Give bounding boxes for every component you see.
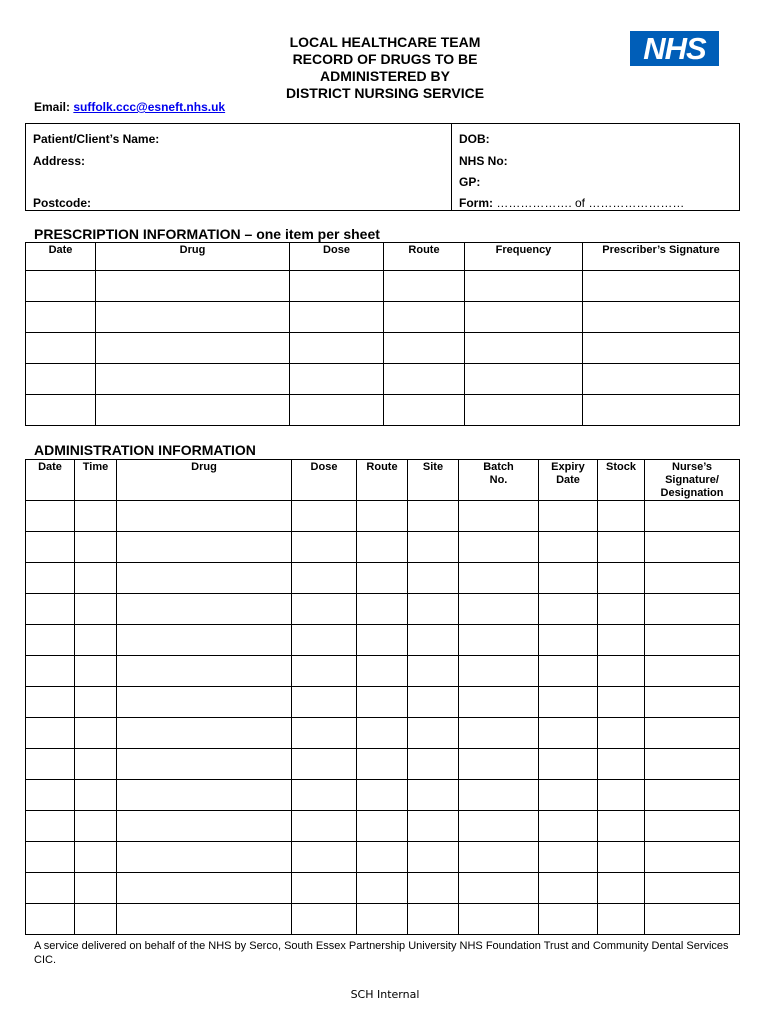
- table-cell[interactable]: [459, 718, 539, 749]
- prescription-row: [26, 364, 740, 395]
- table-cell[interactable]: [645, 718, 740, 749]
- table-cell[interactable]: [465, 364, 583, 395]
- title-line-1: LOCAL HEALTHCARE TEAM: [289, 34, 481, 50]
- table-cell[interactable]: [598, 563, 645, 594]
- table-cell[interactable]: [292, 656, 357, 687]
- table-cell[interactable]: [408, 687, 459, 718]
- table-cell[interactable]: [117, 873, 292, 904]
- administration-row: [26, 904, 740, 935]
- col-admin-date: Date: [26, 460, 75, 501]
- table-cell[interactable]: [598, 656, 645, 687]
- col-date: Date: [26, 243, 96, 271]
- footer-note: A service delivered on behalf of the NHS by Serco, South Essex Partnership University NHS Foundation Trust and Community Dental Services CIC.: [34, 940, 729, 966]
- table-cell[interactable]: [598, 873, 645, 904]
- table-cell[interactable]: [459, 842, 539, 873]
- table-cell[interactable]: [598, 811, 645, 842]
- table-cell[interactable]: [465, 271, 583, 302]
- table-cell[interactable]: [26, 842, 75, 873]
- table-cell[interactable]: [539, 532, 598, 563]
- col-frequency: Frequency: [465, 243, 583, 271]
- table-cell[interactable]: [75, 687, 117, 718]
- table-cell[interactable]: [75, 749, 117, 780]
- patient-right-cell[interactable]: [452, 124, 740, 211]
- table-cell[interactable]: [598, 842, 645, 873]
- address-label: Address:: [33, 154, 86, 168]
- patient-details-table: [25, 123, 740, 211]
- table-cell[interactable]: [583, 271, 740, 302]
- table-cell[interactable]: [292, 718, 357, 749]
- table-cell[interactable]: [75, 656, 117, 687]
- administration-row: [26, 749, 740, 780]
- table-cell[interactable]: [465, 302, 583, 333]
- table-cell[interactable]: [357, 811, 408, 842]
- table-cell[interactable]: [357, 532, 408, 563]
- title-line-3: ADMINISTERED BY: [320, 68, 450, 84]
- table-cell[interactable]: [598, 594, 645, 625]
- table-cell[interactable]: [26, 302, 96, 333]
- table-cell[interactable]: [357, 501, 408, 532]
- postcode-label: Postcode:: [33, 196, 92, 210]
- table-cell[interactable]: [26, 271, 96, 302]
- patient-left-cell[interactable]: [26, 124, 452, 211]
- table-cell[interactable]: [292, 811, 357, 842]
- table-cell[interactable]: [357, 873, 408, 904]
- administration-row: [26, 780, 740, 811]
- email-line: [34, 100, 225, 114]
- administration-row: [26, 687, 740, 718]
- table-cell[interactable]: [292, 780, 357, 811]
- table-cell[interactable]: [117, 501, 292, 532]
- table-cell[interactable]: [408, 532, 459, 563]
- table-cell[interactable]: [459, 873, 539, 904]
- table-cell[interactable]: [117, 904, 292, 935]
- table-cell[interactable]: [459, 563, 539, 594]
- table-cell[interactable]: [598, 625, 645, 656]
- administration-row: [26, 625, 740, 656]
- table-cell[interactable]: [26, 687, 75, 718]
- table-cell[interactable]: [583, 333, 740, 364]
- administration-row: [26, 842, 740, 873]
- table-cell[interactable]: [598, 749, 645, 780]
- table-cell[interactable]: [408, 780, 459, 811]
- table-cell[interactable]: [292, 625, 357, 656]
- table-cell[interactable]: [645, 594, 740, 625]
- table-cell[interactable]: [539, 811, 598, 842]
- table-cell[interactable]: [290, 364, 384, 395]
- col-admin-dose: Dose: [292, 460, 357, 501]
- table-cell[interactable]: [26, 532, 75, 563]
- table-cell[interactable]: [459, 532, 539, 563]
- table-cell[interactable]: [645, 749, 740, 780]
- table-cell[interactable]: [539, 687, 598, 718]
- table-cell[interactable]: [117, 625, 292, 656]
- table-cell[interactable]: [96, 333, 290, 364]
- table-cell[interactable]: [459, 501, 539, 532]
- form-label: Form:: [459, 196, 493, 210]
- table-cell[interactable]: [645, 563, 740, 594]
- table-cell[interactable]: [26, 873, 75, 904]
- table-cell[interactable]: [357, 563, 408, 594]
- table-cell[interactable]: [539, 625, 598, 656]
- table-cell[interactable]: [292, 532, 357, 563]
- table-cell[interactable]: [290, 271, 384, 302]
- table-cell[interactable]: [26, 625, 75, 656]
- table-cell[interactable]: [539, 656, 598, 687]
- table-cell[interactable]: [459, 904, 539, 935]
- table-cell[interactable]: [75, 594, 117, 625]
- table-cell[interactable]: [539, 718, 598, 749]
- prescription-row: [26, 395, 740, 426]
- classification-label: SCH Internal: [350, 988, 420, 1001]
- table-cell[interactable]: [645, 532, 740, 563]
- table-cell[interactable]: [465, 333, 583, 364]
- table-cell[interactable]: [539, 873, 598, 904]
- table-cell[interactable]: [598, 687, 645, 718]
- col-admin-drug: Drug: [117, 460, 292, 501]
- col-prescriber-signature: Prescriber’s Signature: [583, 243, 740, 271]
- title-line-4: DISTRICT NURSING SERVICE: [285, 85, 485, 101]
- col-admin-time: Time: [75, 460, 117, 501]
- table-cell[interactable]: [539, 594, 598, 625]
- table-cell[interactable]: [645, 687, 740, 718]
- table-cell[interactable]: [292, 842, 357, 873]
- table-cell[interactable]: [583, 302, 740, 333]
- table-cell[interactable]: [96, 395, 290, 426]
- table-cell[interactable]: [75, 811, 117, 842]
- table-cell[interactable]: [408, 811, 459, 842]
- table-cell[interactable]: [408, 563, 459, 594]
- prescription-heading: PRESCRIPTION INFORMATION – one item per sheet: [34, 226, 380, 242]
- table-cell[interactable]: [357, 687, 408, 718]
- table-cell[interactable]: [117, 811, 292, 842]
- table-cell[interactable]: [645, 656, 740, 687]
- table-cell[interactable]: [384, 364, 465, 395]
- col-admin-stock: Stock: [598, 460, 645, 501]
- table-cell[interactable]: [357, 842, 408, 873]
- table-cell[interactable]: [408, 842, 459, 873]
- table-cell[interactable]: [75, 842, 117, 873]
- table-cell[interactable]: [357, 749, 408, 780]
- nhs-number-label: NHS No:: [459, 154, 508, 168]
- table-cell[interactable]: [26, 656, 75, 687]
- table-cell[interactable]: [117, 594, 292, 625]
- table-cell[interactable]: [117, 532, 292, 563]
- table-cell[interactable]: [290, 395, 384, 426]
- administration-table: [25, 459, 740, 935]
- table-cell[interactable]: [292, 687, 357, 718]
- table-cell[interactable]: [292, 904, 357, 935]
- table-cell[interactable]: [645, 780, 740, 811]
- table-cell[interactable]: [117, 687, 292, 718]
- table-cell[interactable]: [459, 687, 539, 718]
- table-cell[interactable]: [459, 780, 539, 811]
- administration-row: [26, 563, 740, 594]
- table-cell[interactable]: [357, 594, 408, 625]
- form-value: ………………. of ……………………: [496, 196, 685, 210]
- col-route: Route: [384, 243, 465, 271]
- table-cell[interactable]: [292, 873, 357, 904]
- table-cell[interactable]: [598, 532, 645, 563]
- table-cell[interactable]: [408, 904, 459, 935]
- table-cell[interactable]: [357, 904, 408, 935]
- table-cell[interactable]: [408, 873, 459, 904]
- table-cell[interactable]: [26, 780, 75, 811]
- table-cell[interactable]: [75, 501, 117, 532]
- administration-row: [26, 873, 740, 904]
- table-cell[interactable]: [117, 563, 292, 594]
- table-cell[interactable]: [645, 873, 740, 904]
- table-cell[interactable]: [384, 395, 465, 426]
- table-cell[interactable]: [408, 625, 459, 656]
- patient-name-label: Patient/Client’s Name:: [33, 132, 160, 146]
- table-cell[interactable]: [26, 594, 75, 625]
- col-admin-route: Route: [357, 460, 408, 501]
- table-cell[interactable]: [408, 501, 459, 532]
- table-cell[interactable]: [384, 333, 465, 364]
- administration-row: [26, 532, 740, 563]
- table-cell[interactable]: [408, 718, 459, 749]
- table-cell[interactable]: [583, 364, 740, 395]
- table-cell[interactable]: [26, 395, 96, 426]
- table-cell[interactable]: [539, 501, 598, 532]
- administration-header-row: [26, 460, 740, 501]
- table-cell[interactable]: [75, 718, 117, 749]
- table-cell[interactable]: [645, 625, 740, 656]
- table-cell[interactable]: [539, 842, 598, 873]
- table-cell[interactable]: [357, 780, 408, 811]
- table-cell[interactable]: [645, 842, 740, 873]
- table-cell[interactable]: [539, 563, 598, 594]
- col-admin-site: Site: [408, 460, 459, 501]
- table-cell[interactable]: [459, 811, 539, 842]
- email-label: Email:: [34, 100, 71, 114]
- table-cell[interactable]: [645, 811, 740, 842]
- gp-label: GP:: [459, 175, 481, 189]
- table-cell[interactable]: [117, 718, 292, 749]
- table-cell[interactable]: [117, 656, 292, 687]
- table-cell[interactable]: [384, 271, 465, 302]
- administration-row: [26, 811, 740, 842]
- table-cell[interactable]: [598, 718, 645, 749]
- col-drug: Drug: [96, 243, 290, 271]
- table-cell[interactable]: [408, 656, 459, 687]
- prescription-header-row: [26, 243, 740, 271]
- table-cell[interactable]: [408, 594, 459, 625]
- table-cell[interactable]: [459, 594, 539, 625]
- table-cell[interactable]: [26, 501, 75, 532]
- table-cell[interactable]: [96, 302, 290, 333]
- table-cell[interactable]: [598, 904, 645, 935]
- table-cell[interactable]: [292, 749, 357, 780]
- form-line: [459, 196, 684, 210]
- table-cell[interactable]: [117, 780, 292, 811]
- table-cell[interactable]: [26, 718, 75, 749]
- table-cell[interactable]: [583, 395, 740, 426]
- col-dose: Dose: [290, 243, 384, 271]
- administration-row: [26, 594, 740, 625]
- nhs-logo: NHS: [630, 31, 719, 66]
- table-cell[interactable]: [598, 780, 645, 811]
- table-cell[interactable]: [357, 718, 408, 749]
- table-cell[interactable]: [539, 780, 598, 811]
- dob-label: DOB:: [459, 132, 490, 146]
- table-cell[interactable]: [26, 364, 96, 395]
- table-cell[interactable]: [26, 811, 75, 842]
- table-cell[interactable]: [459, 625, 539, 656]
- table-cell[interactable]: [645, 501, 740, 532]
- table-cell[interactable]: [357, 625, 408, 656]
- email-link[interactable]: suffolk.ccc@esneft.nhs.uk: [73, 100, 226, 114]
- table-cell[interactable]: [292, 501, 357, 532]
- prescription-table: [25, 242, 740, 426]
- table-cell[interactable]: [75, 904, 117, 935]
- prescription-row: [26, 302, 740, 333]
- title-line-2: RECORD OF DRUGS TO BE: [292, 51, 478, 67]
- table-cell[interactable]: [539, 749, 598, 780]
- table-cell[interactable]: [459, 749, 539, 780]
- col-admin-expiry: Expiry Date: [539, 460, 598, 501]
- prescription-row: [26, 271, 740, 302]
- table-cell[interactable]: [96, 271, 290, 302]
- table-cell[interactable]: [408, 749, 459, 780]
- table-cell[interactable]: [96, 364, 290, 395]
- table-cell[interactable]: [290, 302, 384, 333]
- table-cell[interactable]: [75, 532, 117, 563]
- table-cell[interactable]: [290, 333, 384, 364]
- table-cell[interactable]: [598, 501, 645, 532]
- administration-heading: ADMINISTRATION INFORMATION: [34, 442, 256, 458]
- table-cell[interactable]: [117, 749, 292, 780]
- table-cell[interactable]: [117, 842, 292, 873]
- prescription-row: [26, 333, 740, 364]
- table-cell[interactable]: [292, 563, 357, 594]
- table-cell[interactable]: [539, 904, 598, 935]
- table-cell[interactable]: [26, 749, 75, 780]
- administration-row: [26, 718, 740, 749]
- table-cell[interactable]: [75, 873, 117, 904]
- table-cell[interactable]: [75, 563, 117, 594]
- table-cell[interactable]: [75, 780, 117, 811]
- col-admin-batch: Batch No.: [459, 460, 539, 501]
- table-cell[interactable]: [459, 656, 539, 687]
- table-cell[interactable]: [26, 904, 75, 935]
- table-cell[interactable]: [292, 594, 357, 625]
- table-cell[interactable]: [384, 302, 465, 333]
- administration-row: [26, 656, 740, 687]
- table-cell[interactable]: [357, 656, 408, 687]
- col-admin-nurse-signature: Nurse’s Signature/ Designation: [645, 460, 740, 501]
- table-cell[interactable]: [26, 333, 96, 364]
- table-cell[interactable]: [645, 904, 740, 935]
- table-cell[interactable]: [26, 563, 75, 594]
- table-cell[interactable]: [75, 625, 117, 656]
- table-cell[interactable]: [465, 395, 583, 426]
- administration-row: [26, 501, 740, 532]
